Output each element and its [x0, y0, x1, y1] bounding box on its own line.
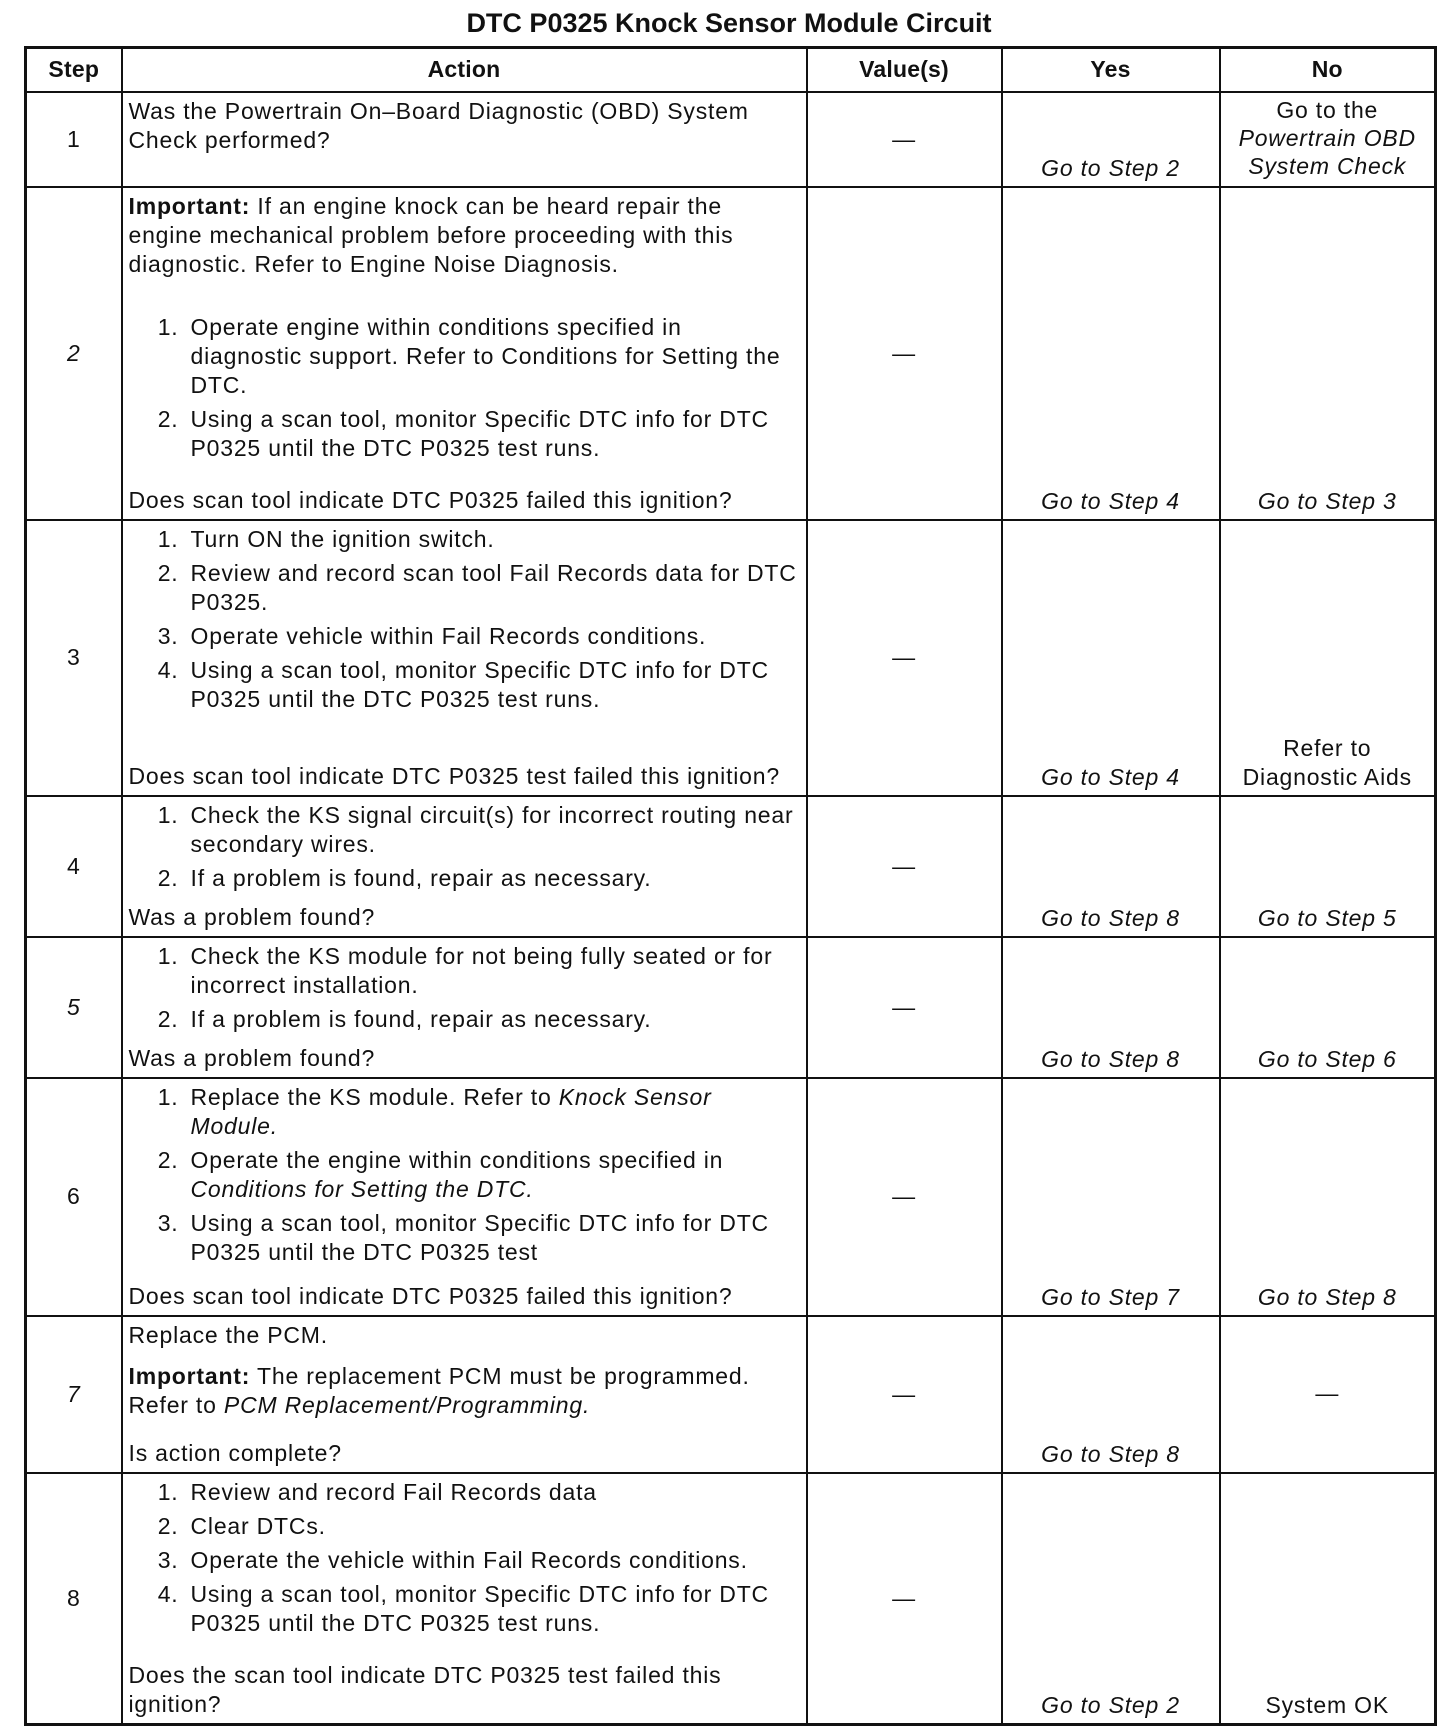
- list-text: If a problem is found, repair as necessary.: [190, 864, 652, 891]
- action-content: [129, 192, 798, 515]
- list-text: Using a scan tool, monitor Specific DTC info for DTC P0325 until the DTC P0325 test runs.: [190, 1580, 769, 1636]
- no-result: System OK: [1265, 1691, 1389, 1718]
- value-dash: —: [892, 1584, 916, 1611]
- list-number: 4.: [157, 1580, 179, 1607]
- action-content: [129, 1478, 798, 1719]
- list-item: [129, 559, 798, 617]
- action-cell: [122, 92, 807, 187]
- step-cell: [26, 1078, 122, 1316]
- no-result: Refer to Diagnostic Aids: [1242, 734, 1412, 790]
- question-text: Is action complete?: [128, 1439, 342, 1466]
- list-number: 1.: [157, 313, 179, 340]
- step-number: 7: [66, 1380, 81, 1407]
- value-cell: [807, 937, 1002, 1078]
- yes-cell: [1002, 937, 1220, 1078]
- action-content: [129, 1083, 798, 1311]
- list-item: [129, 801, 798, 859]
- step-row-8: [26, 1473, 1436, 1725]
- list-text: If a problem is found, repair as necessary.: [190, 1005, 652, 1032]
- value-dash: —: [892, 125, 916, 152]
- list-number: 1.: [157, 942, 179, 969]
- value-cell: [807, 1078, 1002, 1316]
- value-dash: —: [892, 1380, 916, 1407]
- step-cell: [26, 1316, 122, 1473]
- yes-cell: [1002, 796, 1220, 937]
- action-cell: [122, 937, 807, 1078]
- list-number: 2.: [157, 559, 179, 586]
- action-text: Replace the PCM.: [128, 1321, 328, 1348]
- action-cell: [122, 1473, 807, 1725]
- no-result: Go to Step 8: [1257, 1283, 1397, 1310]
- no-cell: [1220, 796, 1436, 937]
- action-content: [129, 97, 798, 182]
- yes-cell: [1002, 1316, 1220, 1473]
- question-text: Does scan tool indicate DTC P0325 test failed this ignition?: [128, 762, 780, 789]
- step-number: 4: [66, 852, 81, 879]
- action-content: [129, 525, 798, 791]
- yes-result: Go to Step 2: [1041, 1691, 1180, 1718]
- important-text: If an engine knock can be heard repair the engine mechanical problem before proceeding with this diagnostic. Refer to Engine Noise Diagnosis.: [128, 192, 734, 277]
- list-text: Using a scan tool, monitor Specific DTC info for DTC P0325 until the DTC P0325 test: [190, 1209, 769, 1265]
- question-text: Was a problem found?: [128, 903, 376, 930]
- no-result: —: [1315, 1379, 1340, 1406]
- value-dash: —: [892, 644, 916, 670]
- yes-result: Go to Step 7: [1041, 1283, 1180, 1310]
- step-row-1: [26, 92, 1436, 187]
- action-text: Was the Powertrain On–Board Diagnostic (OBD) System Check performed?: [128, 97, 749, 153]
- header-yes: Yes: [1002, 48, 1220, 92]
- step-row-5: [26, 937, 1436, 1078]
- list-text: Turn ON the ignition switch.: [190, 525, 495, 552]
- list-text-wrapper: [191, 1083, 798, 1141]
- list-number: 1.: [157, 801, 179, 828]
- value-dash: —: [892, 339, 916, 366]
- important-label: Important:: [128, 192, 251, 219]
- list-item: [129, 1580, 798, 1638]
- list-text: Check the KS signal circuit(s) for incorrect routing near secondary wires.: [190, 801, 794, 857]
- list-text: Using a scan tool, monitor Specific DTC info for DTC P0325 until the DTC P0325 test runs.: [190, 656, 769, 712]
- value-cell: [807, 520, 1002, 796]
- no-cell: [1220, 92, 1436, 187]
- step-cell: [26, 796, 122, 937]
- list-text: Operate vehicle within Fail Records conditions.: [190, 622, 707, 649]
- list-item: [129, 525, 798, 554]
- value-dash: —: [892, 852, 916, 879]
- no-result: Go to Step 5: [1257, 904, 1397, 931]
- step-row-6: [26, 1078, 1436, 1316]
- action-list: [129, 1083, 798, 1272]
- list-text: Replace the KS module. Refer to: [190, 1083, 552, 1110]
- action-cell: [122, 1078, 807, 1316]
- step-cell: [26, 1473, 122, 1725]
- value-cell: [807, 1316, 1002, 1473]
- step-number: 6: [66, 1183, 81, 1209]
- no-cell: [1220, 937, 1436, 1078]
- list-text: Operate the vehicle within Fail Records conditions.: [190, 1546, 748, 1573]
- yes-result: Go to Step 2: [1041, 154, 1180, 181]
- important-text: The replacement PCM must be programmed. Refer to: [128, 1362, 750, 1418]
- value-dash: —: [892, 1183, 916, 1209]
- list-text: Review and record scan tool Fail Records data for DTC P0325.: [190, 559, 797, 615]
- action-cell: [122, 796, 807, 937]
- list-item: [129, 1005, 798, 1034]
- list-item: [129, 313, 798, 400]
- action-content: [129, 801, 798, 932]
- list-number: 1.: [157, 525, 179, 552]
- list-number: 2.: [157, 405, 179, 432]
- yes-cell: [1002, 520, 1220, 796]
- important-note: [129, 192, 798, 279]
- list-number: 3.: [157, 1209, 179, 1236]
- no-cell: [1220, 187, 1436, 520]
- no-cell: [1220, 520, 1436, 796]
- step-cell: [26, 92, 122, 187]
- action-list: [129, 313, 798, 468]
- action-list: [129, 1478, 798, 1643]
- no-result: Go to Step 3: [1257, 487, 1397, 514]
- list-item: [129, 405, 798, 463]
- diagnostic-procedure-table: [24, 46, 1437, 1726]
- reference-text: Conditions for Setting the DTC.: [190, 1175, 534, 1202]
- value-cell: [807, 1473, 1002, 1725]
- yes-result: Go to Step 8: [1041, 1440, 1180, 1467]
- list-number: 2.: [157, 1146, 179, 1173]
- no-cell: [1220, 1316, 1436, 1473]
- no-cell: [1220, 1078, 1436, 1316]
- list-number: 2.: [157, 864, 179, 891]
- no-result-reference: Powertrain OBD System Check: [1238, 124, 1416, 179]
- step-row-2: [26, 187, 1436, 520]
- step-number: 2: [66, 339, 81, 366]
- step-cell: [26, 520, 122, 796]
- yes-result: Go to Step 4: [1041, 487, 1180, 514]
- yes-cell: [1002, 187, 1220, 520]
- list-number: 1.: [157, 1083, 179, 1110]
- list-number: 4.: [157, 656, 179, 683]
- yes-result: Go to Step 8: [1041, 1045, 1180, 1072]
- list-text: Clear DTCs.: [190, 1512, 326, 1539]
- question-text: Was a problem found?: [128, 1044, 376, 1071]
- action-list: [129, 942, 798, 1039]
- list-item: [129, 1512, 798, 1541]
- list-text-wrapper: [191, 1146, 798, 1204]
- yes-result: Go to Step 8: [1041, 904, 1180, 931]
- important-label: Important:: [128, 1362, 251, 1389]
- table-header: [26, 48, 1436, 92]
- step-row-3: [26, 520, 1436, 796]
- no-result-prefix: Go to the: [1276, 96, 1379, 123]
- list-number: 3.: [157, 622, 179, 649]
- list-number: 3.: [157, 1546, 179, 1573]
- action-cell: [122, 1316, 807, 1473]
- document-title: DTC P0325 Knock Sensor Module Circuit: [466, 8, 992, 38]
- yes-cell: [1002, 1078, 1220, 1316]
- no-cell: [1220, 1473, 1436, 1725]
- step-row-7: [26, 1316, 1436, 1473]
- list-number: 2.: [157, 1512, 179, 1539]
- reference-text: Knock Sensor Module.: [190, 1083, 712, 1139]
- header-step: Step: [26, 48, 122, 92]
- value-cell: [807, 796, 1002, 937]
- question-text: Does scan tool indicate DTC P0325 failed this ignition?: [128, 1282, 733, 1309]
- list-text: Check the KS module for not being fully seated or for incorrect installation.: [190, 942, 773, 998]
- list-item: [129, 1478, 798, 1507]
- list-item: [129, 656, 798, 714]
- list-number: 1.: [157, 1478, 179, 1505]
- yes-cell: [1002, 1473, 1220, 1725]
- list-item: [129, 864, 798, 893]
- action-list: [129, 801, 798, 898]
- list-item: [129, 1209, 798, 1267]
- list-item: [129, 1546, 798, 1575]
- important-note: [129, 1362, 798, 1420]
- value-cell: [807, 92, 1002, 187]
- value-cell: [807, 187, 1002, 520]
- list-item: [129, 1146, 798, 1204]
- reference-text: PCM Replacement/Programming.: [223, 1391, 591, 1418]
- header-action: Action: [122, 48, 807, 92]
- step-cell: [26, 187, 122, 520]
- step-number: 8: [66, 1584, 81, 1611]
- value-dash: —: [892, 993, 916, 1020]
- header-row: [26, 48, 1436, 92]
- action-content: [129, 942, 798, 1073]
- table-body: [26, 92, 1436, 1725]
- action-list: [129, 525, 798, 719]
- yes-cell: [1002, 92, 1220, 187]
- list-text: Using a scan tool, monitor Specific DTC info for DTC P0325 until the DTC P0325 test runs.: [190, 405, 769, 461]
- header-values: Value(s): [807, 48, 1002, 92]
- step-cell: [26, 937, 122, 1078]
- action-cell: [122, 187, 807, 520]
- question-text: Does scan tool indicate DTC P0325 failed this ignition?: [128, 486, 733, 513]
- list-number: 2.: [157, 1005, 179, 1032]
- list-item: [129, 942, 798, 1000]
- list-text: Operate engine within conditions specified in diagnostic support. Refer to Conditions for Setting the DTC.: [190, 313, 781, 398]
- header-no: No: [1220, 48, 1436, 92]
- step-row-4: [26, 796, 1436, 937]
- question-text: Does the scan tool indicate DTC P0325 test failed this ignition?: [128, 1661, 722, 1717]
- action-cell: [122, 520, 807, 796]
- no-result: Go to Step 6: [1257, 1045, 1397, 1072]
- action-content: [129, 1321, 798, 1468]
- step-number: 3: [66, 644, 81, 670]
- step-number: 1: [66, 125, 81, 152]
- step-number: 5: [66, 993, 81, 1020]
- list-text: Operate the engine within conditions specified in: [190, 1146, 724, 1173]
- list-item: [129, 622, 798, 651]
- yes-result: Go to Step 4: [1041, 763, 1180, 790]
- list-item: [129, 1083, 798, 1141]
- list-text: Review and record Fail Records data: [190, 1478, 597, 1505]
